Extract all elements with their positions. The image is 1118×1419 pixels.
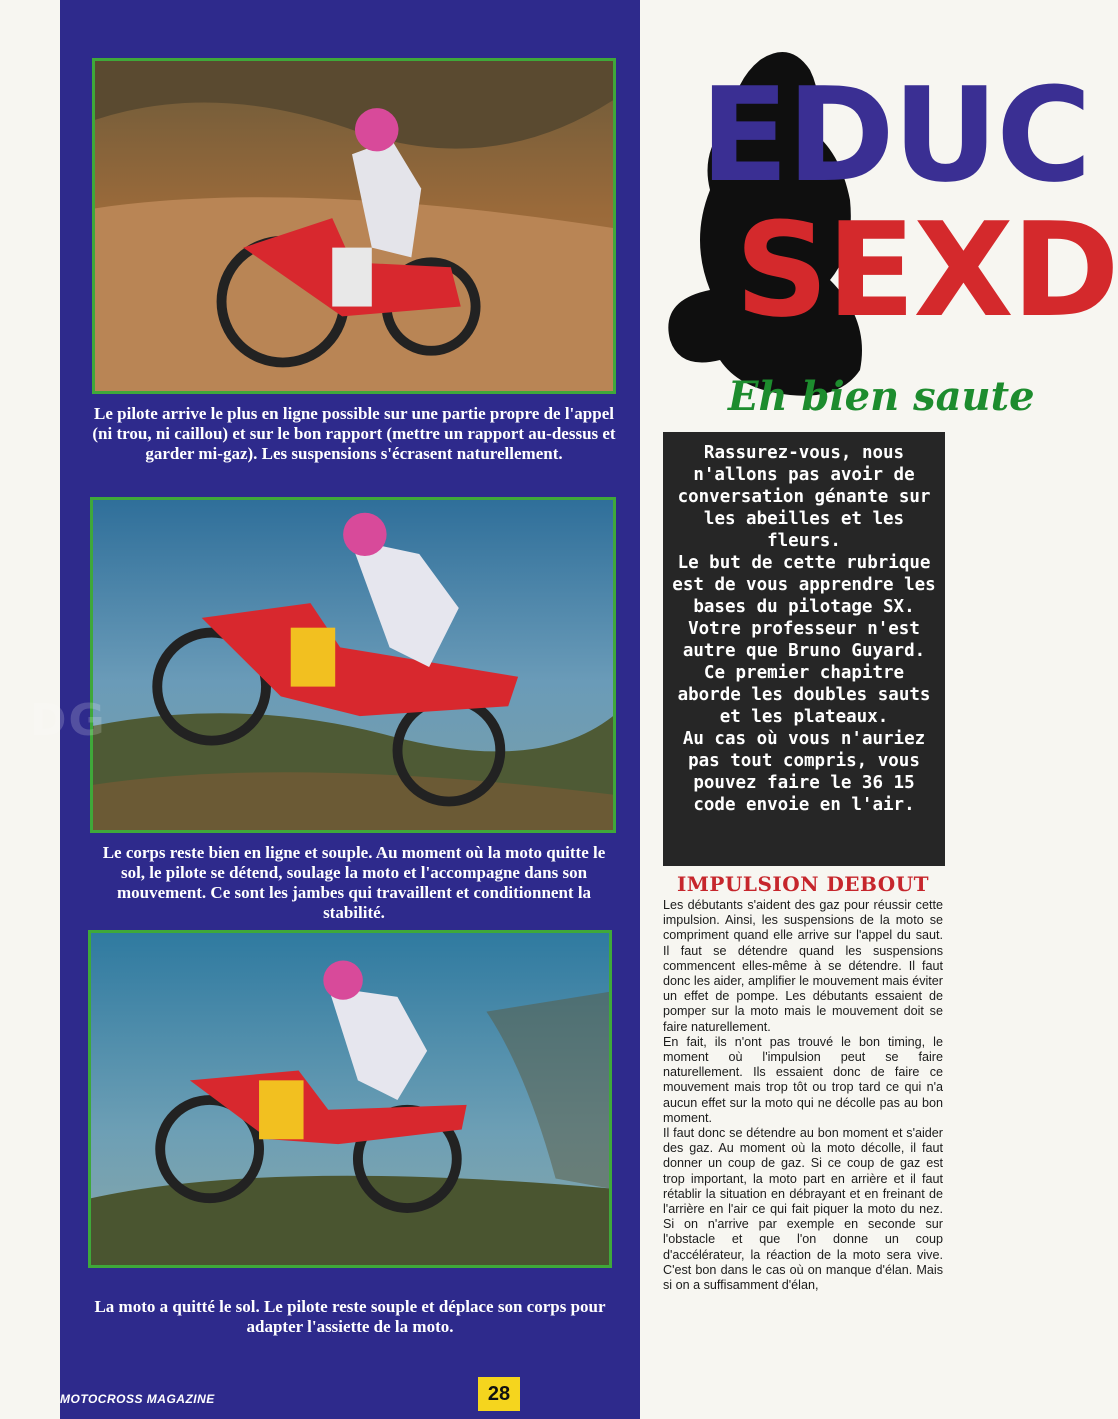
photo-airborne-caption: La moto a quitté le sol. Le pilote reste souple et déplace son corps pour adapter l'assiette de la moto. — [94, 1297, 606, 1336]
intro-paragraph: Le but de cette rubrique est de vous apprendre les bases du pilotage SX. Votre professeur n'est autre que Bruno Guyard. Ce premier chapitre aborde les doubles sauts et les plateaux. — [672, 553, 936, 727]
photo-takeoff-caption: Le corps reste bien en ligne et souple. Au moment où la moto quitte le sol, le pilote se détend, soulage la moto et l'accompagne dans son mouvement. Ce sont les jambes qui travaillent et conditionnent la stabilité. — [102, 843, 606, 922]
article-paragraph: Les débutants s'aident des gaz pour réussir cette impulsion. Ainsi, les suspensions de la moto se compriment quand elle arrive sur l'appel du saut. Il faut se détendre quand les suspensions commencent elles-même à se détendre. Il faut donc les aider, amplifier le mouvement mais éviter un effet de pompe. Les débutants essaient de pomper sur la moto mais le mouvement doit se faire naturellement. — [663, 898, 943, 1034]
title-line-2: SEXD — [735, 194, 1118, 346]
photo-airborne — [88, 930, 612, 1268]
magazine-name: MOTOCROSS MAGAZINE — [60, 1392, 215, 1406]
intro-box — [663, 432, 945, 866]
page-number: 28 — [478, 1377, 520, 1411]
article-body — [663, 898, 943, 1293]
article-paragraph: Il faut donc se détendre au bon moment et s'aider des gaz. Au moment où la moto décolle, il faut donner un coup de gaz. Si ce coup de gaz est trop important, la moto part en arrière et il faut rétablir la situation en débrayant et en freinant de l'arrière en l'air ce qui fait piquer la moto du nez. Si on n'arrive par exemple en seconde sur l'obstacle et que l'on donne un coup d'accélérateur, la réaction de la moto sera vive. C'est bon dans le cas où on manque d'élan. Mais si on a suffisamment d'élan, — [663, 1126, 943, 1293]
subtitle: Eh bien saute — [728, 373, 1035, 420]
photo-approach-caption: Le pilote arrive le plus en ligne possible sur une partie propre de l'appel (ni trou, ni caillou) et sur le bon rapport (mettre un rapport au-dessus et garder mi-gaz). Les suspensions s'écrasent naturellement. — [92, 404, 616, 463]
title-line-1: EDUC — [700, 59, 1090, 211]
photo-takeoff — [90, 497, 616, 833]
watermark: DG — [30, 695, 107, 746]
photo-approach — [92, 58, 616, 394]
intro-paragraph: Au cas où vous n'auriez pas tout compris, vous pouvez faire le 36 15 code envoie en l'air. — [682, 729, 926, 815]
intro-paragraph: Rassurez-vous, nous n'allons pas avoir de conversation génante sur les abeilles et les fleurs. — [677, 443, 931, 551]
section-heading: IMPULSION DEBOUT — [676, 872, 930, 896]
article-paragraph: En fait, ils n'ont pas trouvé le bon timing, le moment où l'impulsion peut se faire naturellement. Ils essaient donc de faire ce mouvement mais trop tôt ou trop tard ce qui n'a aucun effet sur la moto qui ne décolle pas au bon moment. — [663, 1034, 943, 1125]
